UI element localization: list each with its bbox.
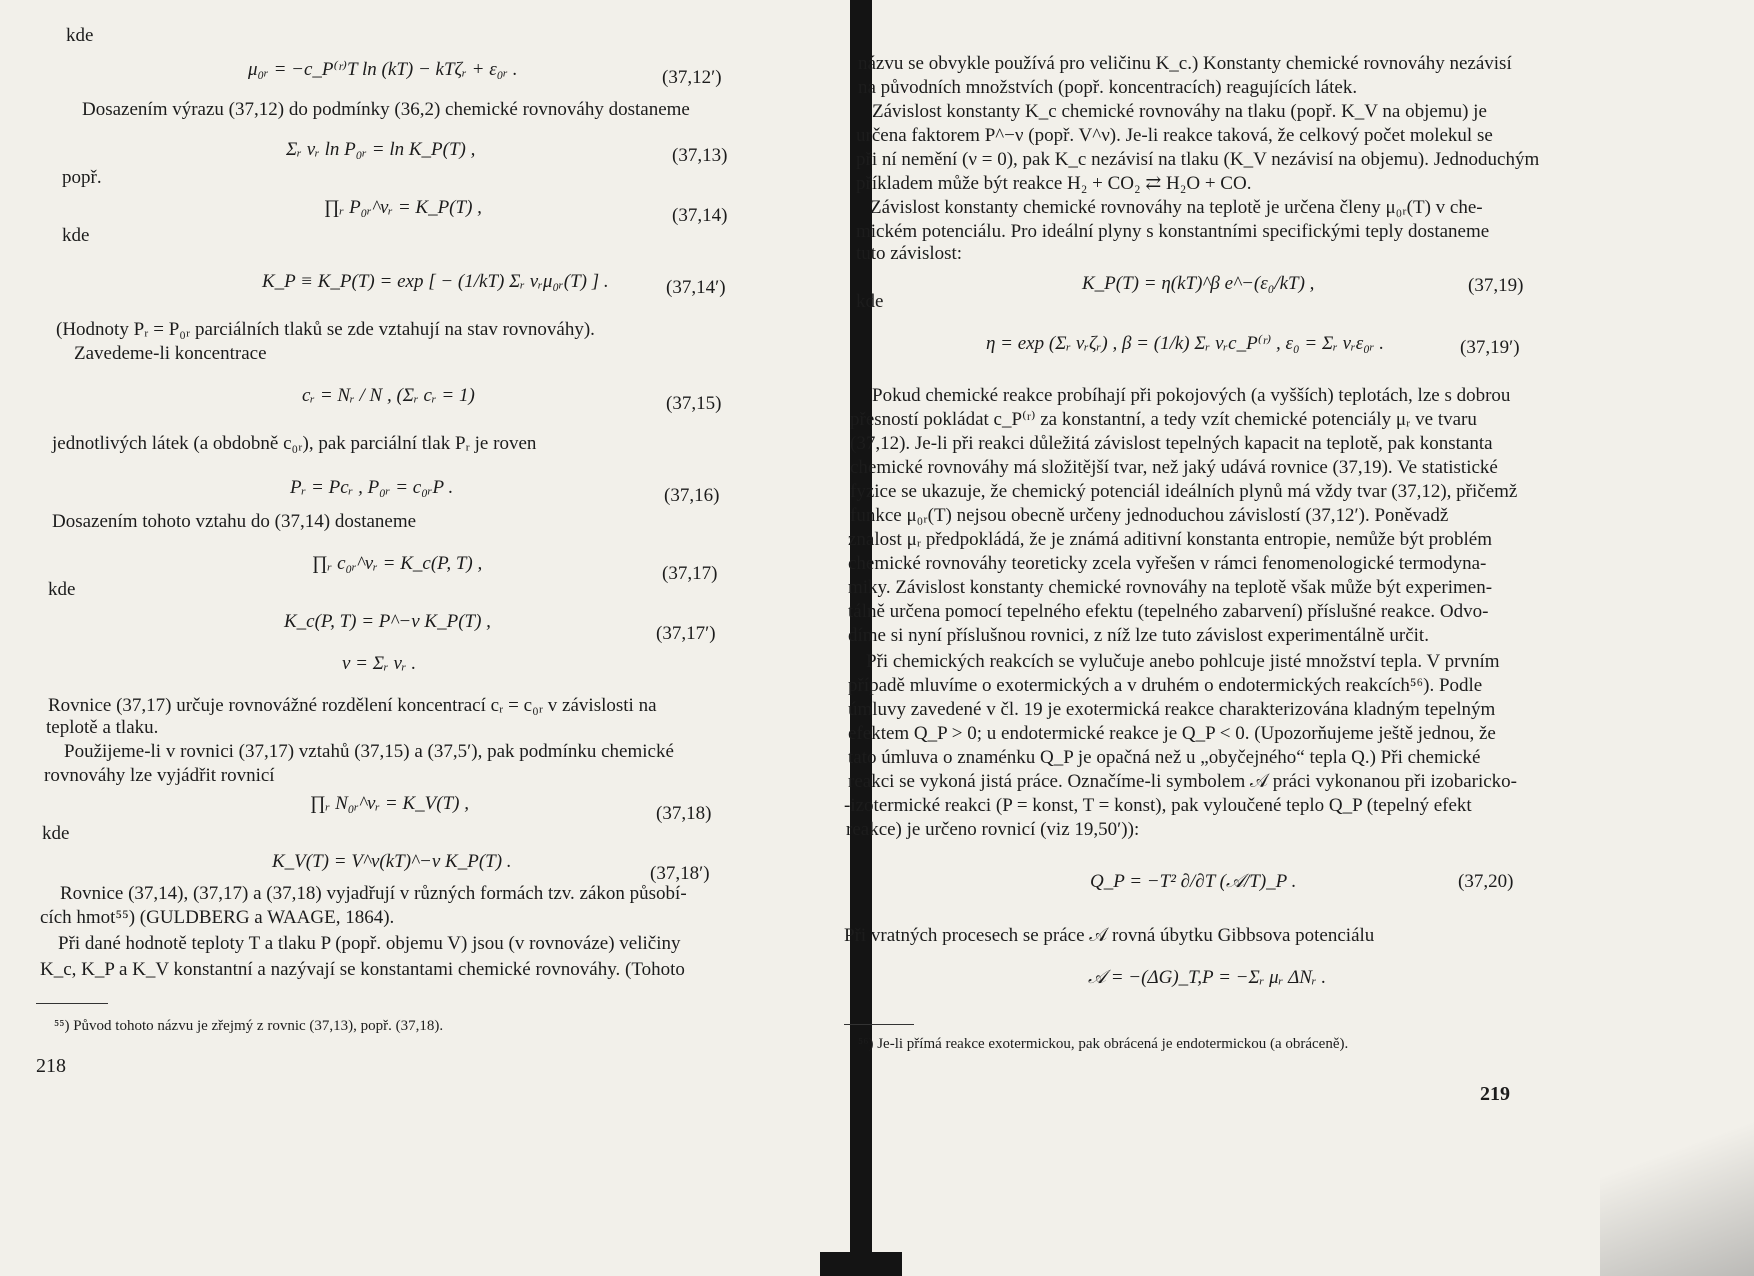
right-page	[844, 0, 1754, 1276]
page-number: 219	[1480, 1083, 1510, 1105]
equation-number: (37,15)	[666, 393, 722, 414]
text-line: (37,12). Je-li při reakci důležitá závislost tepelných kapacit na teplotě, pak konstanta	[850, 433, 1493, 454]
label-popr: popř.	[62, 167, 102, 188]
text-line: na původních množstvích (popř. koncentracích) reagujících látek.	[858, 77, 1358, 98]
text-line: teplotě a tlaku.	[46, 717, 159, 738]
text-line: miky. Závislost konstanty chemické rovnováhy na teplotě však může být experimen-	[848, 577, 1493, 598]
text-line: Pokud chemické reakce probíhají při pokojových (a vyšších) teplotách, lze s dobrou	[872, 385, 1511, 406]
equation-number: (37,14′)	[666, 277, 726, 298]
text-line: -izotermické reakci (P = konst, T = konst), pak vyloučené teplo Q_P (tepelný efekt	[844, 795, 1472, 816]
equation-number: (37,16)	[664, 485, 720, 506]
label-kde: kde	[856, 291, 884, 312]
text-line: funkce μ₀ᵣ(T) nejsou obecně určeny jednoduchou závislostí (37,12′). Poněvadž	[850, 505, 1449, 526]
label-kde: kde	[42, 823, 70, 844]
equation-work: 𝒜 = −(ΔG)_T,P = −Σᵣ μᵣ ΔNᵣ .	[1088, 967, 1327, 988]
text-line: jednotlivých látek (a obdobně c₀ᵣ), pak parciální tlak Pᵣ je roven	[52, 433, 537, 454]
text-line: K_c, K_P a K_V konstantní a nazývají se konstantami chemické rovnováhy. (Tohoto	[40, 959, 685, 980]
equation-number: (37,20)	[1458, 871, 1514, 892]
text-line: Zavedeme-li koncentrace	[74, 343, 267, 364]
equation-37-12p: μ₀ᵣ = −c_P⁽ʳ⁾T ln (kT) − kTζᵣ + ε₀ᵣ .	[248, 59, 518, 80]
equation-number: (37,17′)	[656, 623, 716, 644]
footnote-rule	[36, 1003, 108, 1004]
text-line: fyzice se ukazuje, že chemický potenciál ideálních plynů má vždy tvar (37,12), přičemž	[850, 481, 1518, 502]
text-line: Rovnice (37,14), (37,17) a (37,18) vyjadřují v různých formách tzv. zákon působí-	[60, 883, 687, 904]
equation-37-14: ∏ᵣ P₀ᵣ^νᵣ = K_P(T) ,	[324, 197, 482, 218]
text-line: Dosazením výrazu (37,12) do podmínky (36,2) chemické rovnováhy dostaneme	[82, 99, 690, 120]
text-line: (Hodnoty Pᵣ = P₀ᵣ parciálních tlaků se zde vztahují na stav rovnováhy).	[56, 319, 595, 340]
page-number: 218	[36, 1055, 66, 1077]
text-line: názvu se obvykle používá pro veličinu K_c.) Konstanty chemické rovnováhy nezávisí	[858, 53, 1512, 74]
equation-number: (37,14)	[672, 205, 728, 226]
equation-37-19p: η = exp (Σᵣ νᵣζᵣ) , β = (1/k) Σᵣ νᵣc_P⁽ʳ⁾ , ε₀ = Σᵣ νᵣε₀ᵣ .	[986, 333, 1385, 354]
equation-number: (37,13)	[672, 145, 728, 166]
label-kde: kde	[66, 25, 94, 46]
text-line: reakci se vykoná jistá práce. Označíme-li symbolem 𝒜 práci vykonanou při izobaricko-	[848, 771, 1518, 792]
equation-37-18p: K_V(T) = V^ν(kT)^−ν K_P(T) .	[272, 851, 512, 872]
text-line: příkladem může být reakce H₂ + CO₂ ⇄ H₂O + CO.	[856, 173, 1252, 194]
text-line: určena faktorem P^−ν (popř. V^ν). Je-li reakce taková, že celkový počet molekul se	[856, 125, 1493, 146]
equation-number: (37,18)	[656, 803, 712, 824]
text-line: cích hmot⁵⁵) (GULDBERG a WAAGE, 1864).	[40, 907, 395, 928]
text-line: efektem Q_P > 0; u endotermické reakce je Q_P < 0. (Upozorňujeme ještě jednou, že	[848, 723, 1496, 744]
label-kde: kde	[48, 579, 76, 600]
equation-37-17p: K_c(P, T) = P^−ν K_P(T) ,	[284, 611, 491, 632]
text-line: chemické rovnováhy teoreticky zcela vyřešen v rámci fenomenologické termodyna-	[848, 553, 1487, 574]
text-line: přesností pokládat c_P⁽ʳ⁾ za konstantní, a tedy vzít chemické potenciály μᵣ ve tvaru	[850, 409, 1477, 430]
equation-37-17: ∏ᵣ c₀ᵣ^νᵣ = K_c(P, T) ,	[312, 553, 483, 574]
equation-nu: ν = Σᵣ νᵣ .	[342, 653, 417, 674]
left-page	[0, 0, 850, 1276]
footnote-55: ⁵⁵) Původ tohoto názvu je zřejmý z rovnic (37,13), popř. (37,18).	[54, 1018, 444, 1034]
equation-number: (37,12′)	[662, 67, 722, 88]
text-line: Při dané hodnotě teploty T a tlaku P (popř. objemu V) jsou (v rovnováze) veličiny	[58, 933, 681, 954]
text-line: Dosazením tohoto vztahu do (37,14) dostaneme	[52, 511, 417, 532]
text-line: tálně určena pomocí tepelného efektu (tepelného zabarvení) příslušné reakce. Odvo-	[848, 601, 1489, 622]
text-line: Závislost konstanty K_c chemické rovnováhy na tlaku (popř. K_V na objemu) je	[872, 101, 1487, 122]
text-line: úmluvy zavedené v čl. 19 je exotermická reakce charakterizována kladným tepelným	[848, 699, 1496, 720]
equation-37-13: Σᵣ νᵣ ln P₀ᵣ = ln K_P(T) ,	[286, 139, 476, 160]
text-line: Použijeme-li v rovnici (37,17) vztahů (37,15) a (37,5′), pak podmínku chemické	[64, 741, 674, 762]
text-line: díme si nyní příslušnou rovnici, z níž lze tuto závislost experimentálně určit.	[848, 625, 1429, 646]
footnote-rule	[844, 1024, 914, 1025]
equation-number: (37,18′)	[650, 863, 710, 884]
text-line: mickém potenciálu. Pro ideální plyny s konstantními specifickými teply dostaneme	[856, 221, 1490, 242]
footnote-56: ⁵⁶) Je-li přímá reakce exotermickou, pak obrácená je endotermickou (a obráceně).	[858, 1036, 1349, 1052]
equation-37-19: K_P(T) = η(kT)^β e^−(ε₀/kT) ,	[1082, 273, 1315, 294]
text-line: rovnováhy lze vyjádřit rovnicí	[44, 765, 275, 786]
equation-37-14p: K_P ≡ K_P(T) = exp [ − (1/kT) Σᵣ νᵣμ₀ᵣ(T) ] .	[262, 271, 609, 292]
text-line: znalost μᵣ předpokládá, že je známá aditivní konstanta entropie, nemůže být problém	[848, 529, 1492, 550]
equation-37-18: ∏ᵣ N₀ᵣ^νᵣ = K_V(T) ,	[310, 793, 469, 814]
text-line: Při chemických reakcích se vylučuje anebo pohlcuje jisté množství tepla. V prvním	[866, 651, 1500, 672]
equation-37-16: Pᵣ = Pcᵣ , P₀ᵣ = c₀ᵣP .	[290, 477, 454, 498]
text-line: při ní nemění (ν = 0), pak K_c nezávisí na tlaku (K_V nezávisí na objemu). Jednoduchým	[856, 149, 1540, 170]
text-line: Při vratných procesech se práce 𝒜 rovná úbytku Gibbsova potenciálu	[844, 925, 1375, 946]
equation-number: (37,19′)	[1460, 337, 1520, 358]
equation-number: (37,17)	[662, 563, 718, 584]
text-line: reakce) je určeno rovnicí (viz 19,50′)):	[846, 819, 1140, 840]
text-line: případě mluvíme o exotermických a v druhém o endotermických reakcích⁵⁶). Podle	[848, 675, 1483, 696]
label-kde: kde	[62, 225, 90, 246]
text-line: chemické rovnováhy má složitější tvar, než jaký udává rovnice (37,19). Ve statistické	[850, 457, 1498, 478]
equation-number: (37,19)	[1468, 275, 1524, 296]
equation-37-15: cᵣ = Nᵣ / N , (Σᵣ cᵣ = 1)	[302, 385, 475, 406]
text-line: tuto závislost:	[856, 243, 963, 264]
text-line: Rovnice (37,17) určuje rovnovážné rozdělení koncentrací cᵣ = c₀ᵣ v závislosti na	[48, 695, 657, 716]
text-line: tato úmluva o znaménku Q_P je opačná než u „obyčejného“ tepla Q.) Při chemické	[848, 747, 1481, 768]
text-line: Závislost konstanty chemické rovnováhy na teplotě je určena členy μ₀ᵣ(T) v che-	[870, 197, 1483, 218]
equation-37-20: Q_P = −T² ∂/∂T (𝒜/T)_P .	[1090, 871, 1297, 892]
